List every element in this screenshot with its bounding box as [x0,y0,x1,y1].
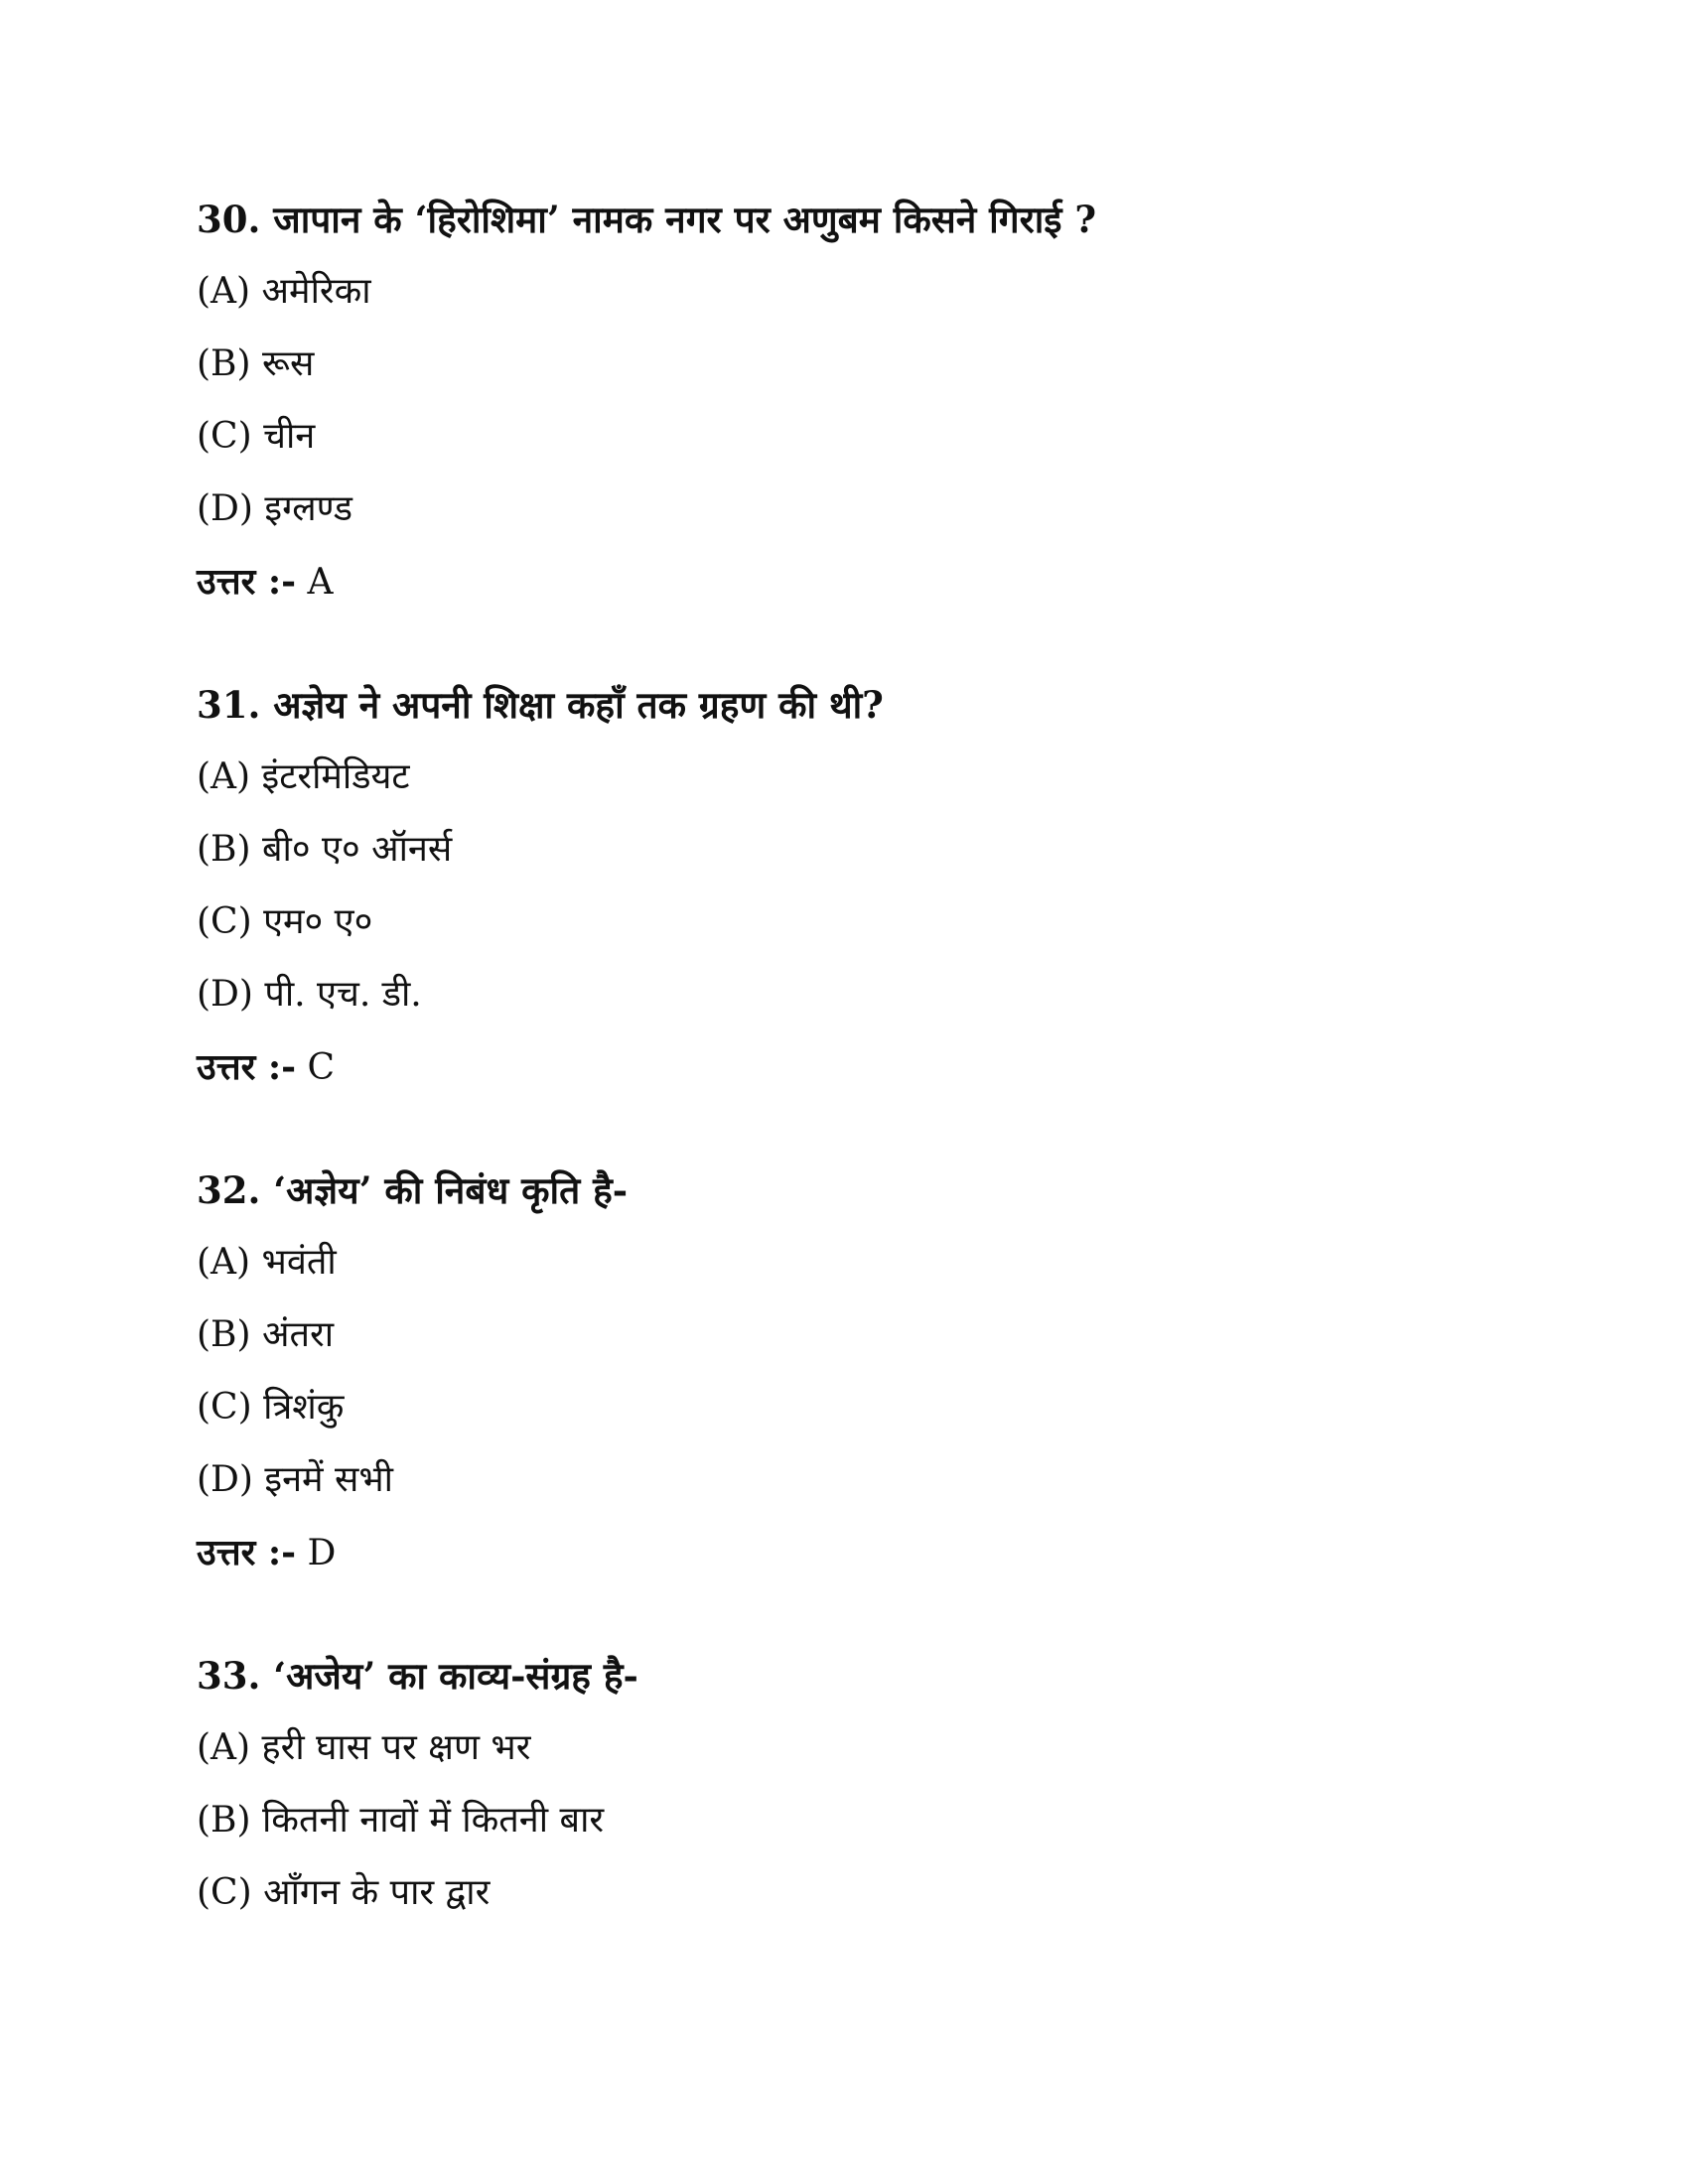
question-32 [197,1166,1527,1577]
option-c: (C) त्रिशंकु [197,1387,345,1428]
answer-line [197,558,1527,607]
question-31 [197,681,1527,1092]
answer-label: उत्तर :- [197,1532,297,1573]
answer-label: उत्तर :- [197,561,297,603]
option-b: (B) अंतरा [197,1314,335,1355]
question-text: 33. ‘अजेय’ का काव्य-संग्रह है- [197,1654,638,1698]
answer-label: उत्तर :- [197,1046,297,1088]
option-a: (A) भवंती [197,1242,337,1283]
answer-line [197,1529,1527,1577]
option-b: (B) बी० ए० ऑनर्स [197,829,453,870]
option-c: (C) एम० ए० [197,901,373,942]
option-a: (A) इंटरमिडियट [197,756,410,797]
answer-line [197,1043,1527,1092]
option-a: (A) हरी घास पर क्षण भर [197,1727,531,1768]
question-33 [197,1652,1527,1917]
answer-value: D [307,1533,337,1573]
option-b: (B) कितनी नावों में कितनी बार [197,1800,605,1841]
option-d: (D) इनमें सभी [197,1459,393,1500]
answer-value: A [307,562,334,603]
option-d: (D) पी. एच. डी. [197,974,422,1015]
option-c: (C) चीन [197,416,316,457]
answer-value: C [307,1047,336,1088]
option-b: (B) रूस [197,343,315,384]
question-30 [197,196,1527,607]
option-a: (A) अमेरिका [197,271,371,312]
option-d: (D) इग्लण्ड [197,488,352,529]
question-text: 30. जापान के ‘हिरोशिमा’ नामक नगर पर अणुबम किसने गिराई ? [197,198,1097,241]
question-text: 31. अज्ञेय ने अपनी शिक्षा कहाँ तक ग्रहण की थी? [197,683,884,727]
question-text: 32. ‘अज्ञेय’ की निबंध कृति है- [197,1168,629,1212]
option-c: (C) आँगन के पार द्वार [197,1872,491,1913]
